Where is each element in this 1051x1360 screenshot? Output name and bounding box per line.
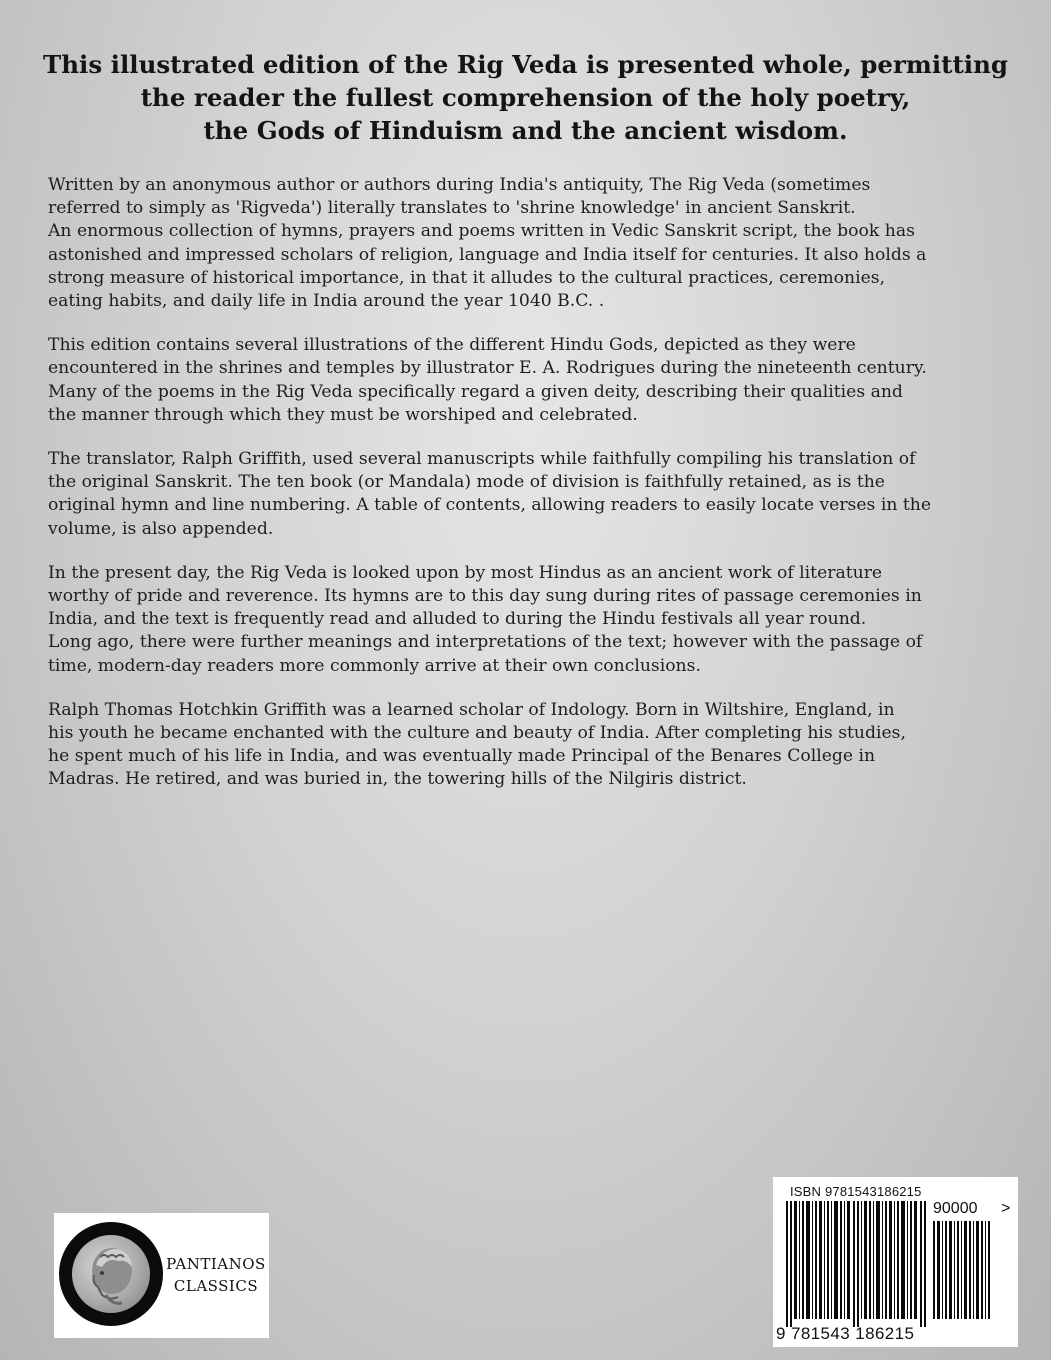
price-addon-arrow: >	[1001, 1200, 1011, 1217]
paragraph-translator	[48, 448, 1008, 541]
text-line: worthy of pride and reverence. Its hymns are to this day sung during rites of passage ceremonies in	[48, 586, 922, 607]
headline	[40, 48, 1011, 147]
text-line: Ralph Thomas Hotchkin Griffith was a learned scholar of Indology. Born in Wiltshire, England, in	[48, 699, 895, 720]
price-addon-code: 90000	[933, 1200, 978, 1217]
paragraph-griffith-bio	[48, 699, 1008, 792]
text-line: astonished and impressed scholars of religion, language and India itself for centuries. It also holds a	[48, 244, 927, 265]
paragraph-illustrations	[48, 334, 1008, 427]
isbn-barcode	[773, 1177, 1018, 1347]
addon-barcode-bars	[933, 1221, 993, 1319]
text-line: the manner through which they must be worshiped and celebrated.	[48, 404, 638, 425]
text-line: eating habits, and daily life in India around the year 1040 B.C. .	[48, 291, 605, 312]
text-line: Many of the poems in the Rig Veda specifically regard a given deity, describing their qualities and	[48, 381, 903, 402]
text-line: In the present day, the Rig Veda is looked upon by most Hindus as an ancient work of literature	[48, 562, 883, 583]
text-line: strong measure of historical importance, in that it alludes to the cultural practices, ceremonies,	[48, 267, 886, 288]
text-line: encountered in the shrines and temples by illustrator E. A. Rodrigues during the nineteenth century.	[48, 358, 927, 379]
text-line: Written by an anonymous author or authors during India's antiquity, The Rig Veda (sometimes	[48, 175, 871, 195]
text-line: volume, is also appended.	[48, 518, 274, 539]
blurb-body	[48, 174, 1008, 813]
text-line: the original Sanskrit. The ten book (or Mandala) mode of division is faithfully retained, as is the	[48, 472, 885, 493]
publisher-name-line: PANTIANOS	[166, 1255, 266, 1273]
text-line: The translator, Ralph Griffith, used several manuscripts while faithfully compiling his translation of	[48, 449, 916, 470]
text-line: Madras. He retired, and was buried in, the towering hills of the Nilgiris district.	[48, 769, 747, 790]
headline-line: the reader the fullest comprehension of the holy poetry,	[140, 83, 911, 112]
text-line: India, and the text is frequently read and alluded to during the Hindu festivals all year round.	[48, 609, 867, 630]
publisher-name	[166, 1253, 266, 1297]
text-line: An enormous collection of hymns, prayers and poems written in Vedic Sanskrit script, the book has	[48, 221, 915, 242]
isbn-label: ISBN 9781543186215	[790, 1184, 922, 1199]
paragraph-present-day	[48, 562, 1008, 678]
publisher-logo	[54, 1213, 269, 1338]
text-line: This edition contains several illustrations of the different Hindu Gods, depicted as they were	[48, 335, 856, 356]
barcode-digits: 9 781543 186215	[776, 1324, 915, 1343]
profile-head-icon	[72, 1235, 150, 1313]
text-line: referred to simply as 'Rigveda') literally translates to 'shrine knowledge' in ancient Sanskrit.	[48, 198, 856, 219]
paragraph-rig-veda-intro	[48, 174, 1008, 313]
coin-emblem	[59, 1222, 163, 1326]
text-line: he spent much of his life in India, and was eventually made Principal of the Benares College in	[48, 746, 876, 767]
text-line: time, modern-day readers more commonly arrive at their own conclusions.	[48, 655, 701, 676]
text-line: Long ago, there were further meanings and interpretations of the text; however with the passage of	[48, 632, 923, 653]
text-line: his youth he became enchanted with the culture and beauty of India. After completing his studies,	[48, 723, 906, 744]
publisher-name-line: CLASSICS	[173, 1277, 259, 1295]
text-line: original hymn and line numbering. A table of contents, allowing readers to easily locate verses in the	[48, 495, 932, 516]
barcode-bars	[786, 1201, 932, 1327]
headline-line: the Gods of Hinduism and the ancient wisdom.	[203, 116, 848, 145]
headline-line: This illustrated edition of the Rig Veda is presented whole, permitting	[42, 50, 1009, 79]
